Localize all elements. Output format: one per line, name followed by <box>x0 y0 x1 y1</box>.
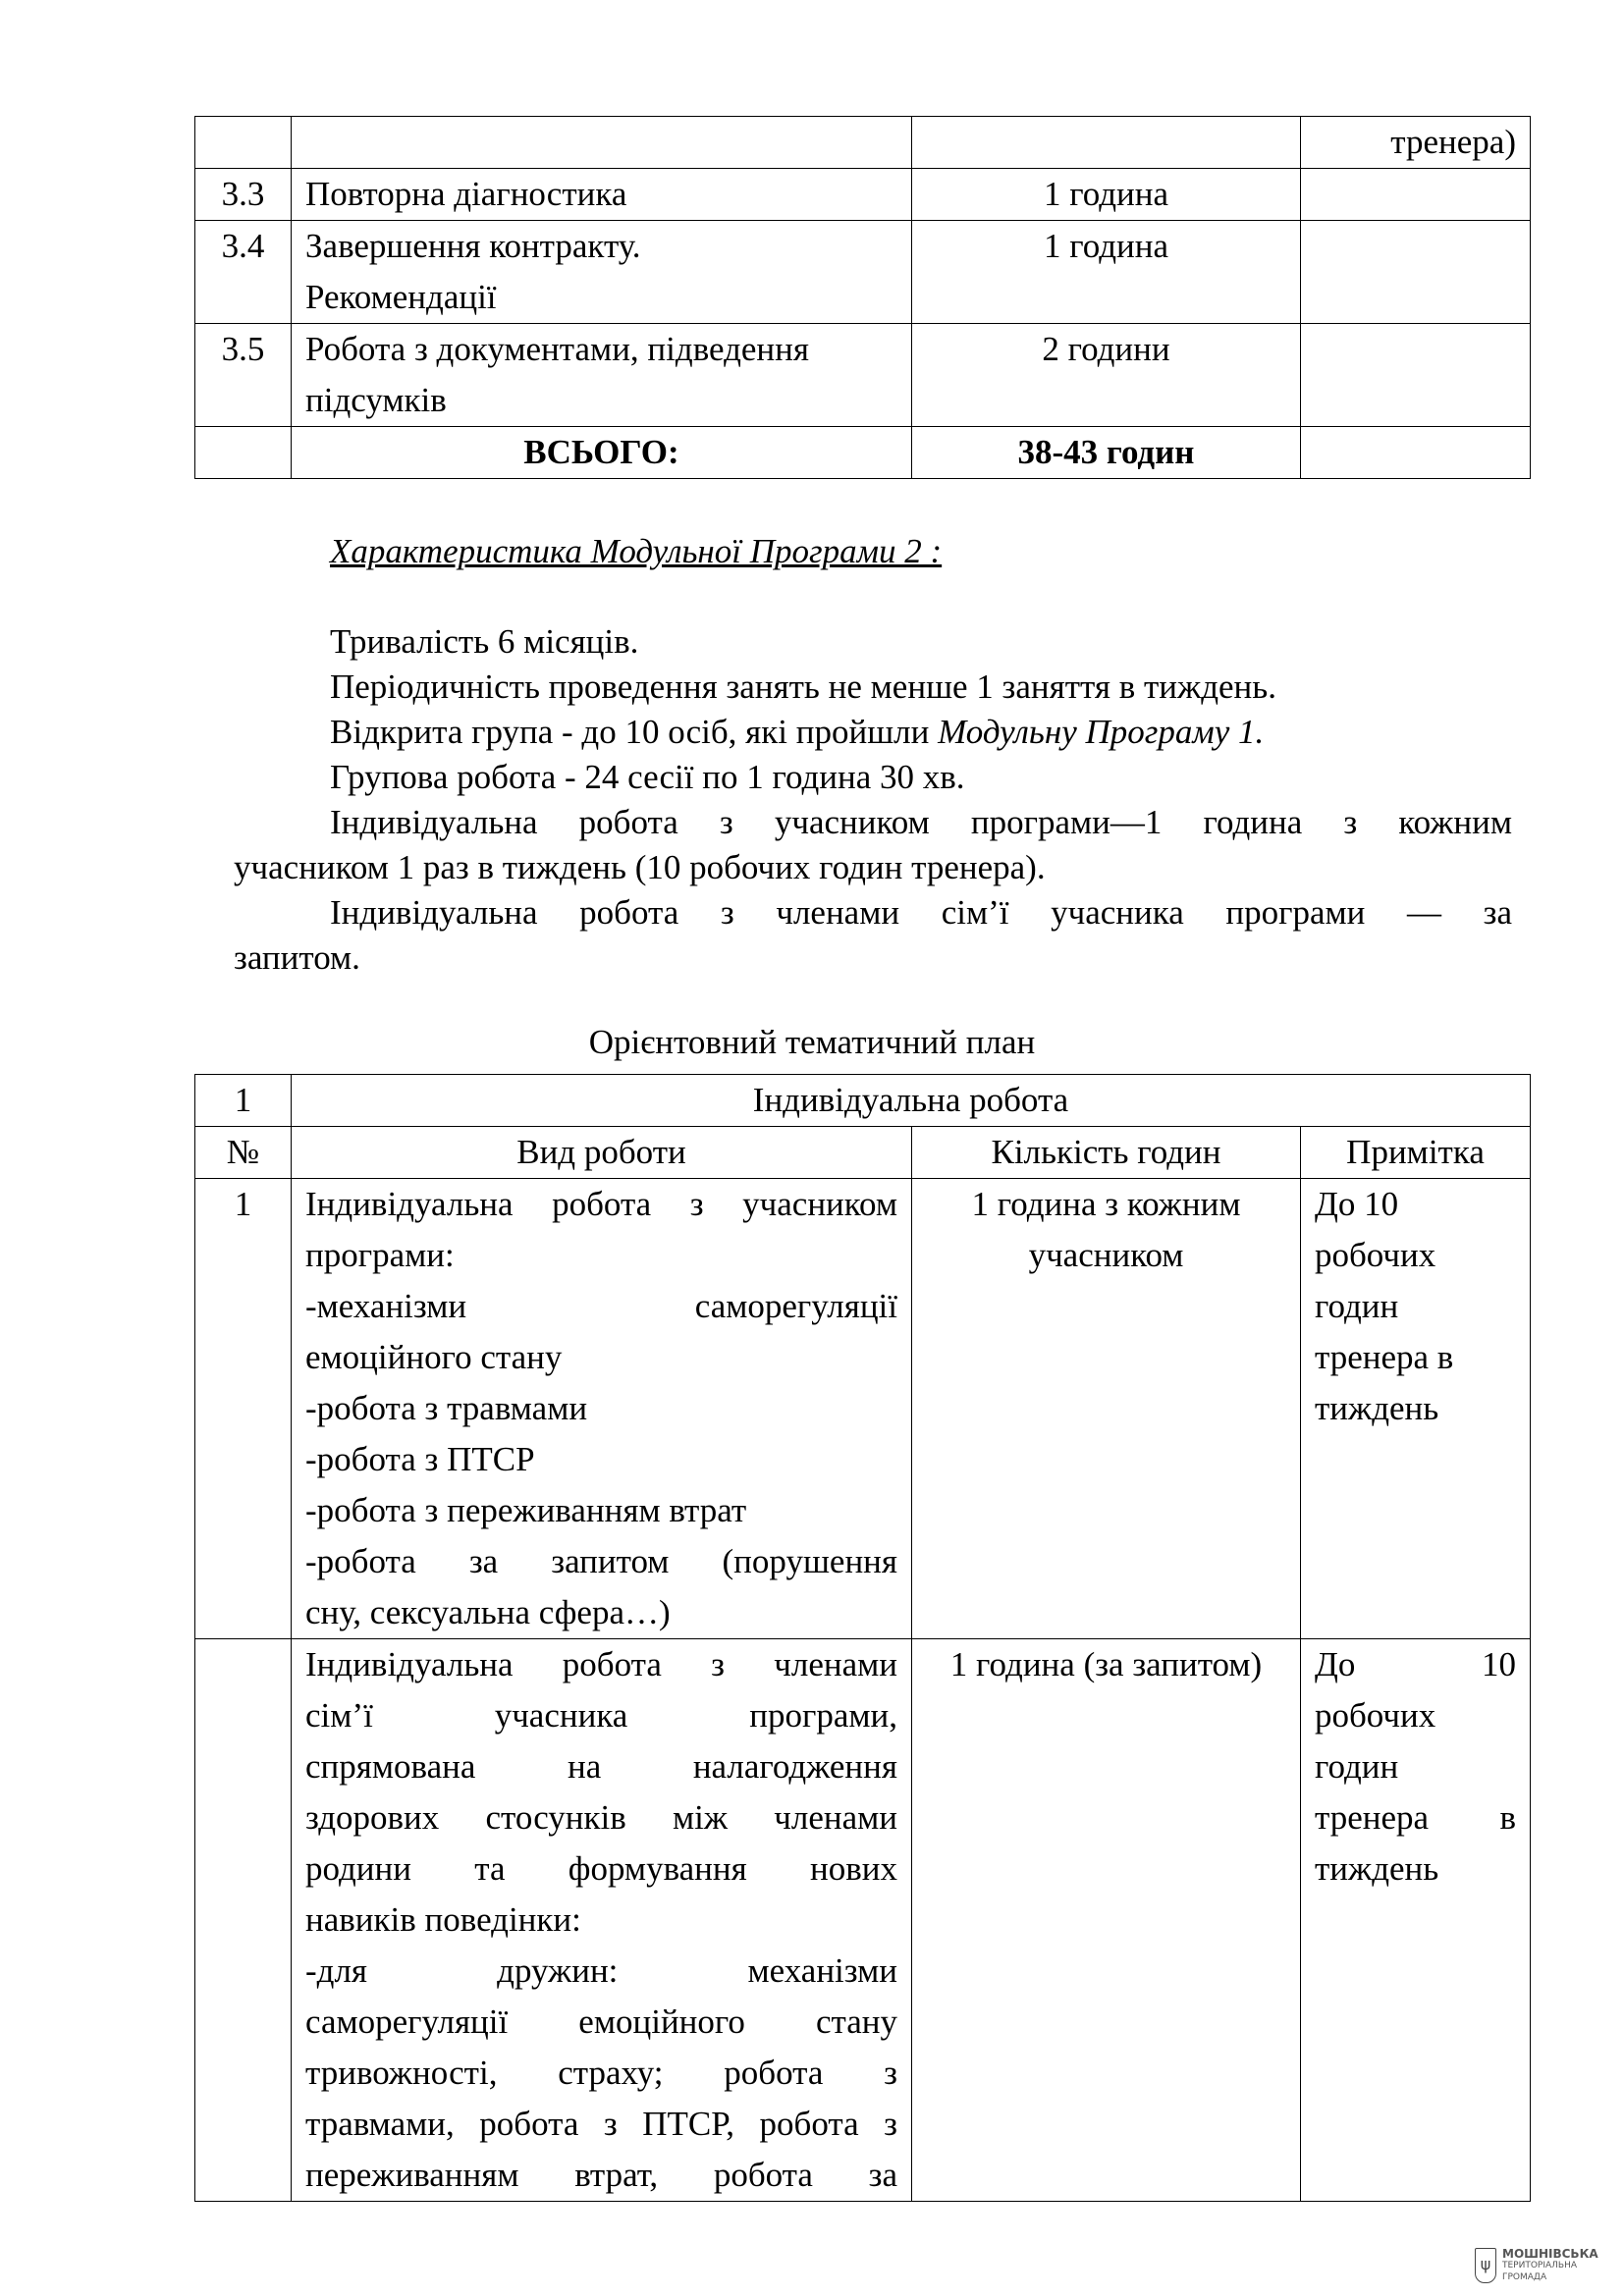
justified-line: Індивідуальна робота з членами сім’ї учасника програми — за <box>330 893 1512 932</box>
family-work-line2: запитом. <box>234 938 360 977</box>
table-row <box>195 324 1531 427</box>
text-line: сім’ї учасника програми, <box>305 1696 897 1735</box>
row-type <box>292 1179 912 1639</box>
text-line: здорових стосунків між членами <box>305 1798 897 1837</box>
text-line: учасником <box>1028 1236 1184 1274</box>
text-line: До 10 <box>1315 1185 1399 1223</box>
individual-work-line2: учасником 1 раз в тиждень (10 робочих годин тренера). <box>234 848 1046 886</box>
total-label: ВСЬОГО: <box>292 427 912 479</box>
row-note: тренера) <box>1301 117 1531 169</box>
row-hours: 1 година <box>912 169 1301 221</box>
row-num: 3.5 <box>195 324 292 427</box>
text-line: -механізми саморегуляції <box>305 1287 897 1325</box>
text-line: тренера в <box>1315 1798 1517 1837</box>
logo-line: ТЕРИТОРІАЛЬНА <box>1502 2261 1578 2270</box>
row-hours: 2 години <box>912 324 1301 427</box>
periodicity-text: Періодичність проведення занять не менше 1 заняття в тиждень. <box>330 667 1276 706</box>
total-hours: 38-43 годин <box>912 427 1301 479</box>
row-hours: 1 година (за запитом) <box>912 1639 1301 2202</box>
header-row <box>195 1127 1531 1179</box>
total-row <box>195 427 1531 479</box>
table-row <box>195 1639 1531 2202</box>
schedule-table-continued <box>194 116 1531 479</box>
text-line: переживанням втрат, робота за <box>305 2156 897 2194</box>
row-name: Повторна діагностика <box>292 169 912 221</box>
section-num: 1 <box>195 1075 292 1127</box>
module2-heading: Характеристика Модульної Програми 2 : <box>330 532 943 570</box>
logo-text <box>1502 2248 1598 2283</box>
duration-text: Тривалість 6 місяців. <box>330 622 639 661</box>
table-row <box>195 169 1531 221</box>
header-note: Примітка <box>1301 1127 1531 1179</box>
row-num <box>195 1639 292 2202</box>
open-group-prefix: Відкрита група - до 10 осіб, які пройшли <box>330 713 939 751</box>
family-work-line1 <box>330 887 1512 938</box>
text-line: -для дружин: механізми <box>305 1951 897 1990</box>
text-line: -робота з ПТСР <box>305 1440 535 1478</box>
text-line: робочих <box>1315 1236 1436 1274</box>
text-line: родини та формування нових <box>305 1849 897 1888</box>
text-line: тиждень <box>1315 1849 1439 1888</box>
text-line: -робота з переживанням втрат <box>305 1491 747 1529</box>
row-note <box>1301 1179 1531 1639</box>
text-line: робочих <box>1315 1696 1436 1735</box>
row-num: 3.4 <box>195 221 292 324</box>
text-line: тривожності, страху; робота з <box>305 2054 897 2092</box>
row-name-line: підсумків <box>305 381 447 419</box>
text-line: навиків поведінки: <box>305 1900 581 1939</box>
table-row <box>195 1179 1531 1639</box>
table-row <box>195 221 1531 324</box>
text-line: Індивідуальна робота з членами <box>305 1645 897 1683</box>
row-name-line: Рекомендації <box>305 278 497 316</box>
text-line: тренера в <box>1315 1338 1454 1376</box>
text-line: тиждень <box>1315 1389 1439 1427</box>
text-line: -робота за запитом (порушення <box>305 1542 897 1580</box>
row-note <box>1301 1639 1531 2202</box>
row-name-line: Робота з документами, підведення <box>305 330 809 368</box>
community-logo <box>1475 2248 1598 2283</box>
text-line: -робота з травмами <box>305 1389 588 1427</box>
individual-work-line1 <box>330 797 1512 848</box>
logo-line: ГРОМАДА <box>1502 2272 1547 2282</box>
open-group-text <box>330 707 1264 758</box>
text-line: програми: <box>305 1236 455 1274</box>
row-name <box>292 324 912 427</box>
text-line: Індивідуальна робота з учасником <box>305 1185 897 1223</box>
plan-title: Орієнтовний тематичний план <box>588 1023 1036 1061</box>
text-line: До 10 <box>1315 1645 1517 1683</box>
header-type: Вид роботи <box>292 1127 912 1179</box>
text-line: сну, сексуальна сфера…) <box>305 1593 671 1631</box>
row-note <box>1301 324 1531 427</box>
trident-icon: ψ <box>1475 2248 1496 2283</box>
header-num: № <box>195 1127 292 1179</box>
logo-line: МОШНІВСЬКА <box>1502 2247 1598 2261</box>
row-num: 1 <box>195 1179 292 1639</box>
text-line: саморегуляції емоційного стану <box>305 2002 897 2041</box>
justified-line: Індивідуальна робота з учасником програми—1 година з кожним <box>330 803 1512 841</box>
text-line: спрямована на налагодження <box>305 1747 897 1786</box>
text-line: годин <box>1315 1287 1399 1325</box>
text-line: годин <box>1315 1747 1399 1786</box>
text-line: травмами, робота з ПТСР, робота з <box>305 2105 897 2143</box>
header-hours: Кількість годин <box>912 1127 1301 1179</box>
row-name <box>292 117 912 169</box>
row-name <box>292 221 912 324</box>
open-group-program: Модульну Програму 1. <box>938 713 1265 751</box>
row-note <box>1301 221 1531 324</box>
thematic-plan-table <box>194 1074 1531 2202</box>
row-num <box>195 427 292 479</box>
row-hours <box>912 1179 1301 1639</box>
row-note <box>1301 169 1531 221</box>
text-line: емоційного стану <box>305 1338 563 1376</box>
group-work-text: Групова робота - 24 сесії по 1 година 30 хв. <box>330 758 965 796</box>
row-hours: 1 година <box>912 221 1301 324</box>
row-note <box>1301 427 1531 479</box>
row-hours <box>912 117 1301 169</box>
row-num <box>195 117 292 169</box>
section-row <box>195 1075 1531 1127</box>
text-line: 1 година з кожним <box>971 1185 1241 1223</box>
table-row <box>195 117 1531 169</box>
row-num: 3.3 <box>195 169 292 221</box>
section-title: Індивідуальна робота <box>292 1075 1531 1127</box>
row-type <box>292 1639 912 2202</box>
row-name-line: Завершення контракту. <box>305 227 641 265</box>
